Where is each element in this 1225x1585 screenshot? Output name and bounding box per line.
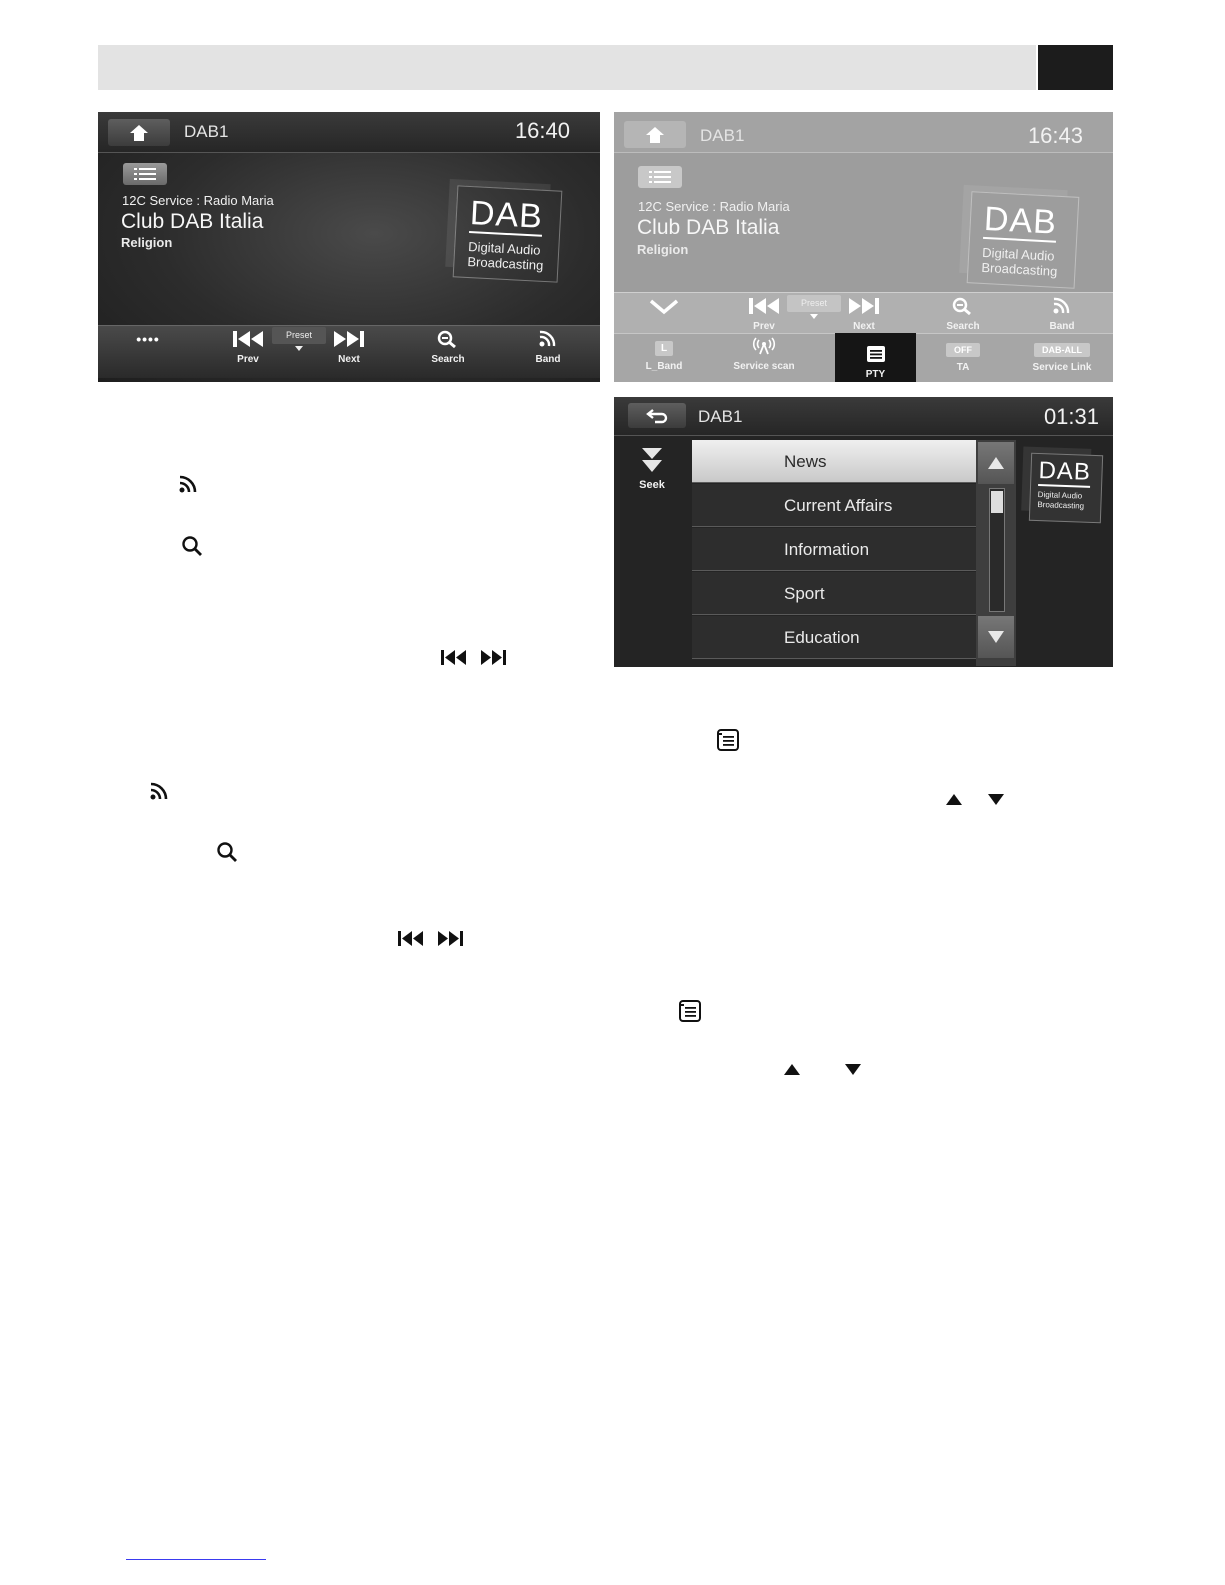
band-button[interactable]: Band (508, 330, 588, 365)
home-icon (645, 126, 665, 144)
up-arrow-icon (783, 1063, 801, 1076)
prev-icon (748, 297, 780, 315)
next-icon (479, 649, 507, 666)
service-link-button[interactable]: DAB-ALL Service Link (1032, 345, 1092, 373)
list-icon (134, 167, 156, 181)
down-arrow-icon (987, 793, 1005, 806)
next-button[interactable]: Next (309, 330, 389, 365)
service-info: 12C Service : Radio Maria (638, 199, 790, 214)
list-icon (866, 345, 886, 363)
band-icon (149, 781, 171, 801)
back-button[interactable] (628, 403, 686, 428)
clock: 16:43 (1027, 123, 1083, 148)
footer-link-underline (126, 1559, 266, 1560)
down-arrow-icon (844, 1063, 862, 1076)
preset-button[interactable]: Preset (787, 295, 841, 312)
station-name: Club DAB Italia (121, 210, 264, 233)
station-name: Club DAB Italia (637, 216, 780, 239)
list-icon (649, 170, 671, 184)
station-list-button[interactable] (123, 163, 167, 185)
seek-down-icon (640, 447, 664, 473)
band-icon (537, 330, 559, 348)
source-label: DAB1 (184, 122, 229, 141)
pty-item[interactable]: Sport (692, 572, 976, 615)
source-label: DAB1 (700, 126, 745, 145)
prev-icon (440, 649, 468, 666)
search-button[interactable]: Search (408, 330, 488, 365)
clock: 16:40 (514, 118, 570, 143)
home-button[interactable] (108, 119, 170, 146)
bottom-control-bar (614, 292, 1113, 337)
pty-list (692, 440, 976, 660)
top-bar (614, 397, 1113, 436)
up-arrow-icon (945, 793, 963, 806)
pty-item[interactable]: News (692, 440, 976, 483)
next-icon (333, 330, 365, 348)
next-icon (848, 297, 880, 315)
service-info: 12C Service : Radio Maria (122, 193, 274, 208)
scrollbar[interactable] (976, 440, 1016, 666)
dab-pty-screen (614, 397, 1113, 667)
pty-button[interactable]: PTY (835, 333, 916, 382)
search-icon (181, 535, 203, 557)
chevron-down-icon (649, 299, 679, 315)
seek-button[interactable]: Seek (632, 447, 672, 491)
l-band-button[interactable]: L L_Band (645, 343, 683, 372)
prev-button[interactable]: Prev (208, 330, 288, 365)
top-bar (614, 112, 1113, 153)
dab-logo: DAB Digital Audio Broadcasting (453, 185, 563, 282)
station-list-button[interactable] (638, 166, 682, 188)
ta-button[interactable]: OFF TA (923, 340, 1003, 373)
preset-dropdown-icon (295, 346, 303, 351)
service-scan-button[interactable]: Service scan (724, 337, 804, 372)
prev-button[interactable]: Prev (724, 297, 804, 332)
home-icon (129, 124, 149, 142)
search-icon (951, 297, 975, 315)
header-bar (98, 45, 1036, 90)
bottom-control-bar (98, 325, 600, 378)
pty-item[interactable]: Current Affairs (692, 484, 976, 527)
scroll-track[interactable] (989, 488, 1005, 612)
search-icon (436, 330, 460, 348)
service-link-value: DAB-ALL (1034, 343, 1090, 357)
secondary-menu-bar (614, 333, 1113, 382)
next-icon (436, 930, 464, 947)
dab-logo: DAB Digital Audio Broadcasting (1029, 453, 1103, 523)
next-button[interactable]: Next (824, 297, 904, 332)
prev-icon (397, 930, 425, 947)
search-icon (216, 841, 238, 863)
antenna-icon (752, 337, 776, 355)
header-page-block (1038, 45, 1113, 90)
list-icon (678, 999, 702, 1023)
source-label: DAB1 (698, 407, 743, 426)
dab-logo: DAB Digital Audio Broadcasting (967, 191, 1080, 289)
back-icon (645, 408, 669, 424)
scroll-down-button[interactable] (978, 616, 1014, 658)
genre-label: Religion (637, 242, 689, 257)
prev-icon (232, 330, 264, 348)
list-icon (716, 728, 740, 752)
up-arrow-icon (987, 456, 1005, 470)
home-button[interactable] (624, 121, 686, 148)
band-button[interactable]: Band (1022, 297, 1102, 332)
pty-item[interactable]: Education (692, 616, 976, 659)
dab-screen-main (98, 112, 600, 382)
clock: 01:31 (1043, 404, 1099, 429)
more-button[interactable]: •••• (136, 331, 160, 347)
preset-button[interactable]: Preset (272, 327, 326, 344)
band-icon (1051, 297, 1073, 315)
scroll-thumb[interactable] (991, 491, 1003, 513)
band-icon (178, 474, 200, 494)
l-band-icon: L (655, 341, 673, 356)
genre-label: Religion (121, 235, 173, 250)
dab-screen-menu (614, 112, 1113, 382)
ta-value: OFF (946, 343, 980, 357)
search-button[interactable]: Search (923, 297, 1003, 332)
top-bar (98, 112, 600, 153)
pty-item[interactable]: Information (692, 528, 976, 571)
scroll-up-button[interactable] (978, 442, 1014, 484)
down-arrow-icon (987, 630, 1005, 644)
collapse-button[interactable] (624, 299, 704, 320)
preset-dropdown-icon (810, 314, 818, 319)
